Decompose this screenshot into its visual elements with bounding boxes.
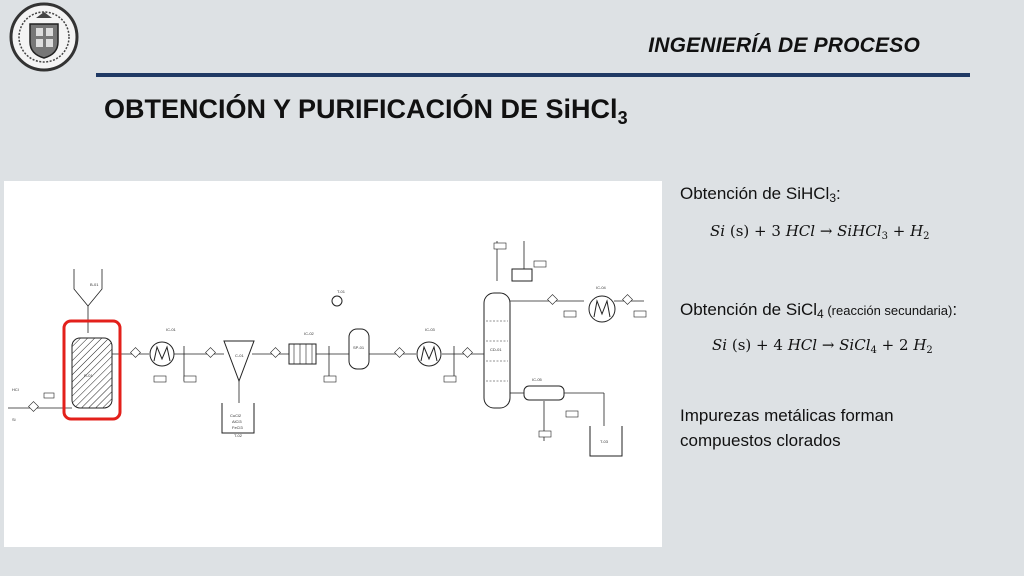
reaction1-heading	[680, 184, 841, 205]
svg-text:IC-02: IC-02	[304, 331, 314, 336]
reaction2-reactant-hcl: HCl	[787, 336, 818, 354]
reaction1-arrow: →	[815, 222, 838, 240]
reaction2-reactant-si: Si	[712, 336, 728, 354]
page-title-text: OBTENCIÓN Y PURIFICACIÓN DE SiHCl	[104, 94, 618, 124]
svg-text:CD-01: CD-01	[490, 347, 502, 352]
svg-text:T-01: T-01	[337, 289, 346, 294]
reaction1-heading-subscript: 3	[829, 191, 836, 205]
reaction1-product-h: H	[910, 222, 924, 240]
reaction2-heading-subscript: 4	[817, 307, 824, 321]
reaction2-product-h: H	[913, 336, 927, 354]
reaction2-arrow: →	[817, 336, 840, 354]
svg-text:SP-01: SP-01	[353, 345, 365, 350]
reaction1-heading-text: Obtención de SiHCl	[680, 184, 830, 203]
svg-text:Si: Si	[12, 417, 16, 422]
reaction1-heading-colon: :	[836, 184, 841, 203]
page-title-subscript: 3	[617, 108, 628, 128]
reaction1-equation	[710, 222, 930, 242]
section-title: INGENIERÍA DE PROCESO	[648, 34, 920, 57]
svg-text:IC-05: IC-05	[532, 377, 542, 382]
reaction1-reactant-hcl: HCl	[785, 222, 816, 240]
svg-text:B-01: B-01	[90, 282, 99, 287]
svg-text:T-03: T-03	[600, 439, 609, 444]
impurities-text: Impurezas metálicas forman compuestos clorados	[680, 406, 894, 450]
reaction2-product-sicl: SiCl	[839, 336, 871, 354]
reaction1-product-sihcl-sub: 3	[881, 231, 888, 242]
svg-text:C-01: C-01	[235, 353, 244, 358]
reaction1-reactant-si: Si	[710, 222, 726, 240]
reaction1-coef: (s) + 3	[729, 222, 786, 240]
reaction2-note: (reacción secundaria)	[823, 303, 953, 318]
reaction2-heading	[680, 300, 957, 321]
header-rule	[96, 73, 970, 77]
svg-text:IC-01: IC-01	[166, 327, 176, 332]
reaction1-product-h-sub: 2	[923, 231, 930, 242]
svg-text:T-02: T-02	[234, 433, 243, 438]
svg-text:CuCl2: CuCl2	[230, 413, 242, 418]
svg-text:R-01: R-01	[84, 373, 93, 378]
reaction2-product-sicl-sub: 4	[870, 345, 877, 356]
reaction2-equation	[712, 336, 933, 356]
reaction1-product-sihcl: SiHCl	[837, 222, 882, 240]
reaction1-plus: +	[887, 222, 911, 240]
svg-text:IC-04: IC-04	[596, 285, 606, 290]
svg-text:AlCl3: AlCl3	[232, 419, 242, 424]
reaction2-heading-text: Obtención de SiCl	[680, 300, 818, 319]
svg-text:IC-03: IC-03	[425, 327, 435, 332]
reaction2-plus: + 2	[876, 336, 914, 354]
university-seal-logo	[6, 2, 82, 72]
svg-text:FeCl3: FeCl3	[232, 425, 243, 430]
reaction2-coef: (s) + 4	[731, 336, 788, 354]
reaction2-heading-colon: :	[952, 300, 958, 319]
reaction2-product-h-sub: 2	[926, 345, 933, 356]
page-title	[104, 94, 628, 129]
process-flow-diagram	[4, 181, 662, 547]
svg-text:HCl: HCl	[12, 387, 19, 392]
